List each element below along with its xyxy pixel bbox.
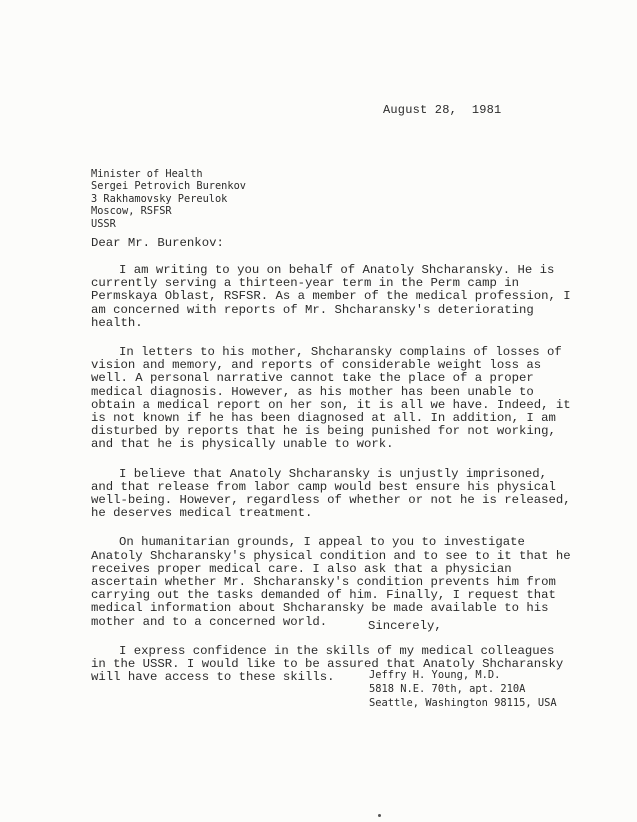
body-paragraph: I believe that Anatoly Shcharansky is unjustly imprisoned, and that release from labor camp would best ensure his physical well-being. However, regardless of whether or not he is released, he deserves medical treatment. (91, 466, 571, 521)
letter-date: August 28, 1981 (383, 103, 502, 117)
recipient-address (91, 168, 246, 230)
salutation: Dear Mr. Burenkov: (91, 236, 224, 250)
body-paragraph: I am writing to you on behalf of Anatoly Shcharansky. He is currently serving a thirteen-year term in the Perm camp in Permskaya Oblast, RSFSR. As a member of the medical profession, I am concerned with reports of Mr. Shcharansky's deteriorating health. (91, 263, 571, 330)
body-paragraph: I express confidence in the skills of my medical colleagues in the USSR. I would like to be assured that Anatoly Shcharansky will have access to these skills. (91, 643, 564, 685)
letter-body (91, 264, 573, 700)
signature-line: 5818 N.E. 70th, apt. 210A (369, 683, 526, 696)
recipient-line: 3 Rakhamovsky Pereulok (91, 192, 228, 205)
body-paragraph: On humanitarian grounds, I appeal to you to investigate Anatoly Shcharansky's physical condition and to see to it that he receives proper medical care. I also ask that a physician ascertain whether Mr. Shcharansky's condition prevents him from carrying out the tasks demanded of him. Finally, I request that medical information about Shcharansky be made available to his mother and to a concerned world. (91, 535, 571, 629)
body-paragraph: In letters to his mother, Shcharansky complains of losses of vision and memory, and reports of considerable weight loss as well. A personal narrative cannot take the place of a proper medical diagnosis. However, as his mother has been unable to obtain a medical report on her son, it is all we have. Indeed, it is not known if he has been diagnosed at all. In addition, I am disturbed by reports that he is being punished for not working, and that he is physically unable to work. (91, 345, 571, 452)
signature-line: Seattle, Washington 98115, USA (369, 697, 557, 710)
recipient-line: Sergei Petrovich Burenkov (91, 180, 246, 193)
recipient-line: USSR (91, 217, 116, 230)
closing: Sincerely, (368, 619, 442, 633)
paper-speck (378, 814, 381, 817)
recipient-line: Moscow, RSFSR (91, 205, 172, 218)
recipient-line: Minister of Health (91, 168, 203, 180)
signature-block (369, 668, 557, 711)
signature-line: Jeffry H. Young, M.D. (369, 669, 501, 681)
